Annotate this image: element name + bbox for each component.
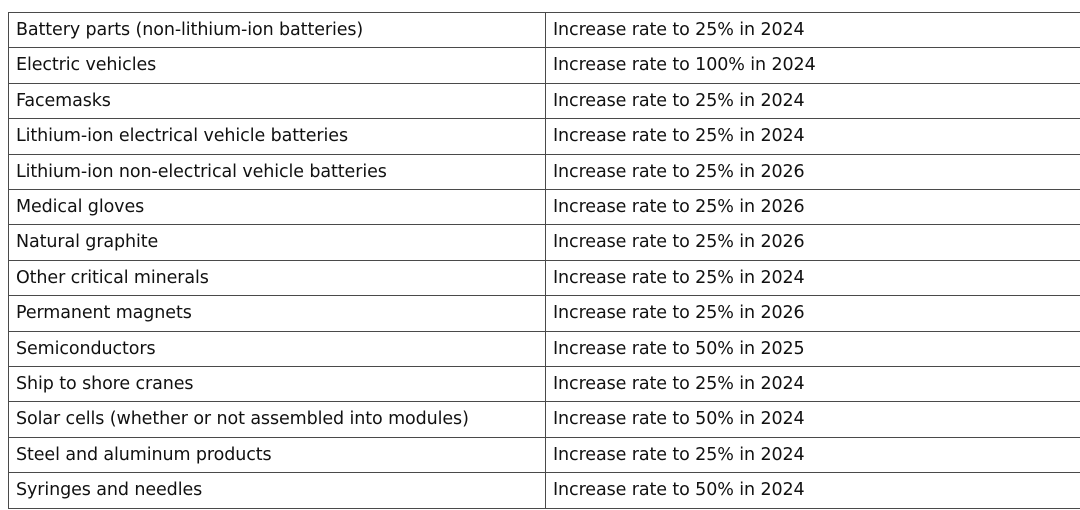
action-cell: Increase rate to 100% in 2024 [546, 48, 1080, 83]
table-row [9, 260, 1080, 295]
table-row [9, 83, 1080, 118]
table-row [9, 402, 1080, 437]
product-cell: Syringes and needles [9, 473, 546, 508]
action-cell: Increase rate to 25% in 2024 [546, 119, 1080, 154]
table-row [9, 367, 1080, 402]
product-cell: Permanent magnets [9, 296, 546, 331]
product-cell: Electric vehicles [9, 48, 546, 83]
table-row [9, 437, 1080, 472]
action-cell: Increase rate to 25% in 2026 [546, 296, 1080, 331]
action-cell: Increase rate to 25% in 2024 [546, 83, 1080, 118]
product-cell: Lithium-ion non-electrical vehicle batteries [9, 154, 546, 189]
action-cell: Increase rate to 25% in 2026 [546, 154, 1080, 189]
action-cell: Increase rate to 25% in 2024 [546, 260, 1080, 295]
table-body [9, 13, 1080, 509]
table-row [9, 119, 1080, 154]
action-cell: Increase rate to 25% in 2026 [546, 190, 1080, 225]
action-cell: Increase rate to 25% in 2024 [546, 13, 1080, 48]
table-row [9, 154, 1080, 189]
table-row [9, 473, 1080, 508]
product-cell: Lithium-ion electrical vehicle batteries [9, 119, 546, 154]
action-cell: Increase rate to 25% in 2024 [546, 367, 1080, 402]
table-row [9, 48, 1080, 83]
tariff-table [8, 12, 1080, 509]
product-cell: Battery parts (non-lithium-ion batteries) [9, 13, 546, 48]
action-cell: Increase rate to 50% in 2025 [546, 331, 1080, 366]
table-row [9, 296, 1080, 331]
table-row [9, 225, 1080, 260]
product-cell: Facemasks [9, 83, 546, 118]
action-cell: Increase rate to 50% in 2024 [546, 473, 1080, 508]
table-row [9, 331, 1080, 366]
action-cell: Increase rate to 25% in 2026 [546, 225, 1080, 260]
table-row [9, 13, 1080, 48]
action-cell: Increase rate to 25% in 2024 [546, 437, 1080, 472]
product-cell: Ship to shore cranes [9, 367, 546, 402]
product-cell: Other critical minerals [9, 260, 546, 295]
product-cell: Natural graphite [9, 225, 546, 260]
product-cell: Medical gloves [9, 190, 546, 225]
product-cell: Solar cells (whether or not assembled into modules) [9, 402, 546, 437]
product-cell: Semiconductors [9, 331, 546, 366]
product-cell: Steel and aluminum products [9, 437, 546, 472]
action-cell: Increase rate to 50% in 2024 [546, 402, 1080, 437]
table-row [9, 190, 1080, 225]
